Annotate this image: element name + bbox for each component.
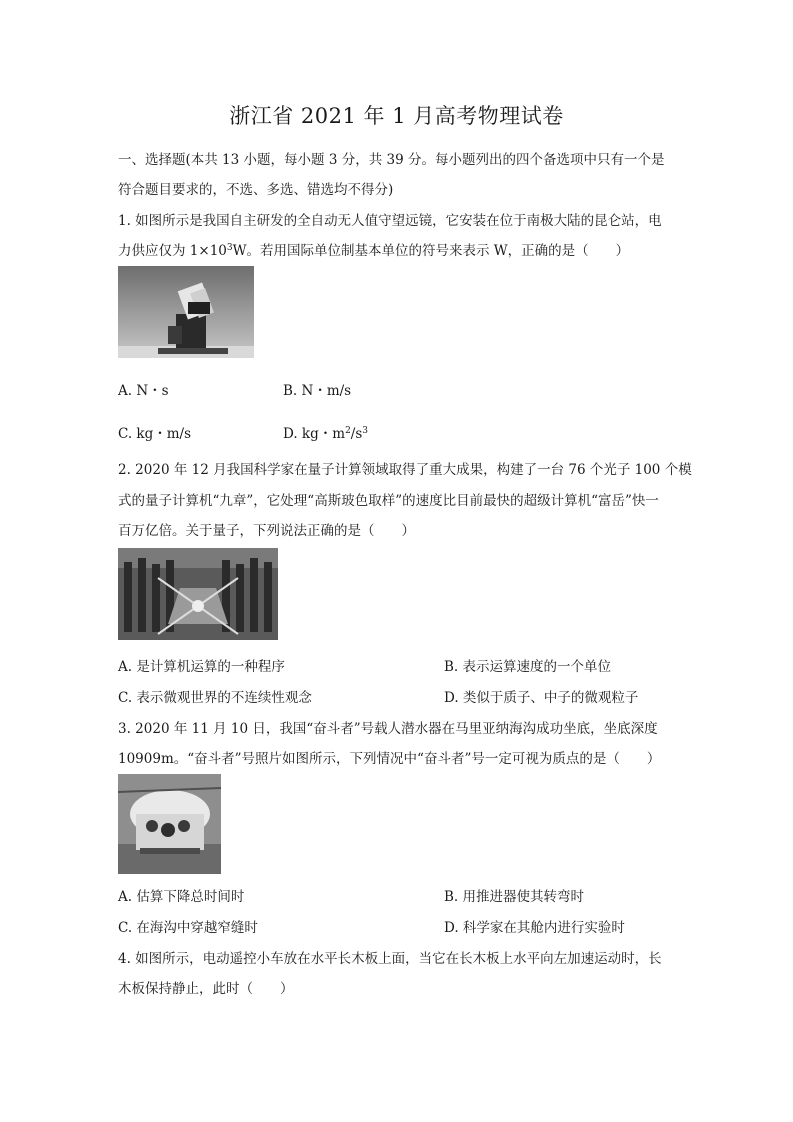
quantum-computer-illustration [118,548,278,640]
q1-option-a: A. N・s [118,383,169,399]
q2-stem-line-3: 百万亿倍。关于量子，下列说法正确的是（ ） [118,523,415,539]
q3-stem-line-1: 3. 2020 年 11 月 10 日，我国“奋斗者”号载人潜水器在马里亚纳海沟成功坐底，坐底深度 [118,721,658,737]
q1-option-b: B. N・m/s [283,383,352,399]
q1-stem-line-2: 力供应仅为 $1\times 10^3W$。若用国际单位制基本单位的符号来表示 W，正确的是（ ） [118,243,630,259]
q3-option-a: A. 估算下降总时间时 [118,889,245,905]
exam-title: 浙江省 2021 年 1 月高考物理试卷 [229,104,564,128]
q3-option-d: D. 科学家在其舱内进行实验时 [444,920,625,936]
q4-stem-line-1: 4. 如图所示，电动遥控小车放在水平长木板上面，当它在长木板上水平向左加速运动时，长 [118,951,662,967]
q4-stem-line-2: 木板保持静止，此时（ ） [118,981,294,997]
q2-option-c: C. 表示微观世界的不连续性观念 [118,690,312,706]
fendouzhe-submersible-photo [118,774,221,874]
q2-stem-line-2: 式的量子计算机“九章”，它处理“高斯玻色取样”的速度比目前最快的超级计算机“富岳”快一 [118,493,659,509]
q2-option-d: D. 类似于质子、中子的微观粒子 [444,690,639,706]
quantum-computer-photo [118,548,278,640]
q3-stem-line-2: 10909m。“奋斗者”号照片如图所示，下列情况中“奋斗者”号一定可视为质点的是（ ） [118,751,661,767]
section-instructions-line-2: 符合题目要求的，不选、多选、错选均不得分) [118,182,394,198]
q3-option-c: C. 在海沟中穿越窄缝时 [118,920,258,936]
q2-option-b: B. 表示运算速度的一个单位 [444,659,612,675]
q2-option-a: A. 是计算机运算的一种程序 [118,659,285,675]
q3-option-b: B. 用推进器使其转弯时 [444,889,585,905]
q2-stem-line-1: 2. 2020 年 12 月我国科学家在量子计算领域取得了重大成果，构建了一台 76 个光子 100 个模 [118,462,692,478]
section-instructions-line-1: 一、选择题(本共 13 小题，每小题 3 分，共 39 分。每小题列出的四个备选项中只有一个是 [118,152,665,168]
q1-option-c: C. kg・m/s [118,426,192,442]
telescope-illustration [118,266,254,358]
q1-option-d: D. kg・$m^2/s^3$ [283,426,369,442]
telescope-photo [118,266,254,358]
submersible-illustration [118,774,221,874]
q1-stem-line-1: 1. 如图所示是我国自主研发的全自动无人值守望远镜，它安装在位于南极大陆的昆仑站，电 [118,213,662,229]
